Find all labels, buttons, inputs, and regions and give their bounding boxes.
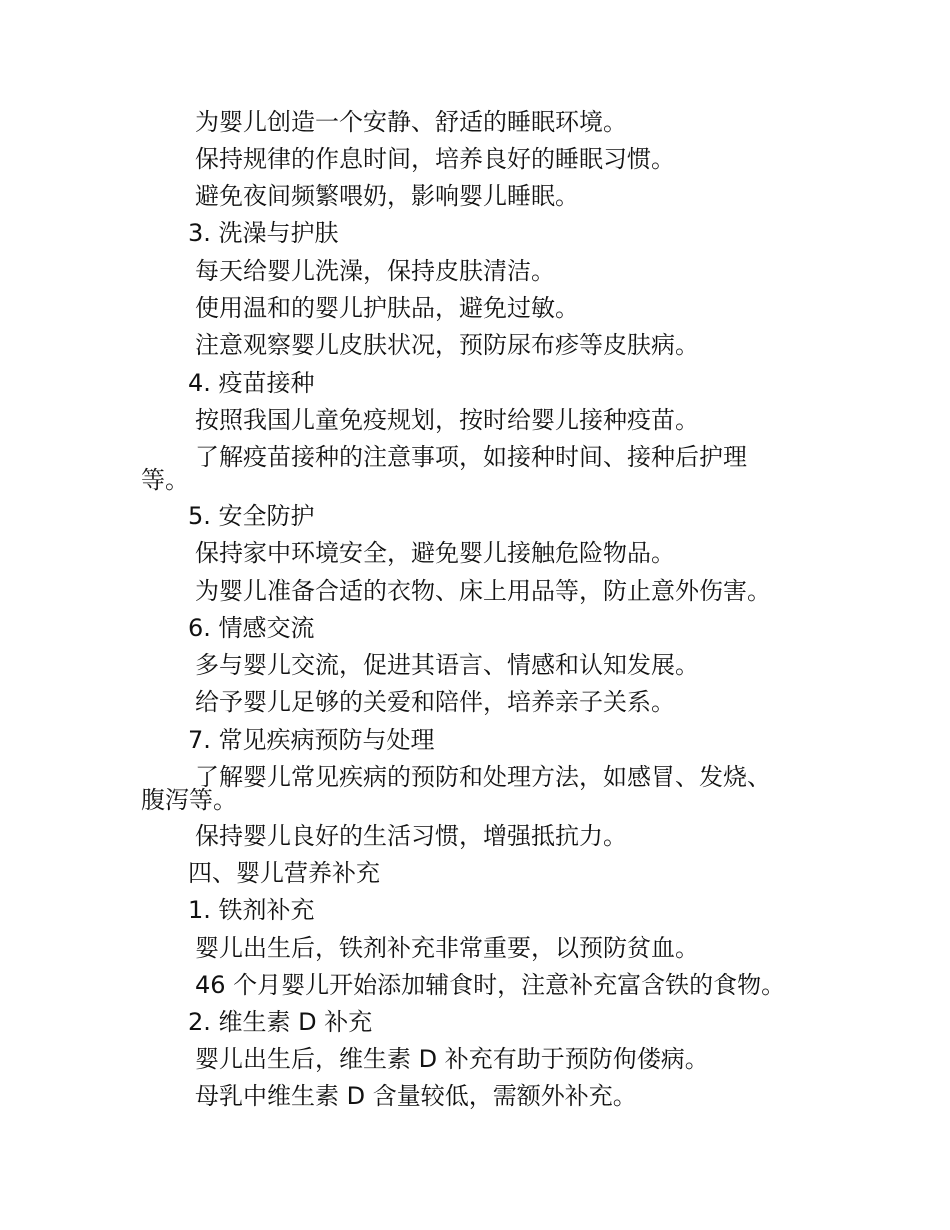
sleep-schedule-line: 保持规律的作息时间，培养良好的睡眠习惯。	[195, 145, 675, 173]
bathing-skincare-heading: 3. 洗澡与护肤	[188, 219, 339, 247]
diaper-rash-line: 注意观察婴儿皮肤状况，预防尿布疹等皮肤病。	[195, 331, 699, 359]
emotional-communication-heading: 6. 情感交流	[188, 614, 315, 642]
vaccination-heading: 4. 疫苗接种	[188, 369, 315, 397]
home-safety-line: 保持家中环境安全，避免婴儿接触危险物品。	[195, 539, 675, 567]
iron-supplement-heading: 1. 铁剂补充	[188, 896, 315, 924]
vaccination-notes-tail: 等。	[141, 466, 189, 494]
common-diseases-line: 了解婴儿常见疾病的预防和处理方法，如感冒、发烧、	[195, 763, 771, 791]
anemia-prevention-line: 婴儿出生后，铁剂补充非常重要，以预防贫血。	[195, 934, 699, 962]
disease-prevention-heading: 7. 常见疾病预防与处理	[188, 726, 435, 754]
night-feeding-line: 避免夜间频繁喂奶，影响婴儿睡眠。	[195, 182, 579, 210]
vaccination-notes-line: 了解疫苗接种的注意事项，如接种时间、接种后护理	[195, 443, 747, 471]
daily-bath-line: 每天给婴儿洗澡，保持皮肤清洁。	[195, 257, 555, 285]
rickets-prevention-line: 婴儿出生后，维生素 D 补充有助于预防佝偻病。	[195, 1045, 709, 1073]
nutrition-supplement-heading: 四、婴儿营养补充	[188, 859, 380, 887]
vaccination-plan-line: 按照我国儿童免疫规划，按时给婴儿接种疫苗。	[195, 406, 699, 434]
sleep-environment-line: 为婴儿创造一个安静、舒适的睡眠环境。	[195, 108, 627, 136]
vitamin-d-heading: 2. 维生素 D 补充	[188, 1008, 373, 1036]
common-diseases-tail: 腹泻等。	[141, 786, 237, 814]
parent-child-relationship-line: 给予婴儿足够的关爱和陪伴，培养亲子关系。	[195, 688, 675, 716]
clothing-bedding-line: 为婴儿准备合适的衣物、床上用品等，防止意外伤害。	[195, 577, 771, 605]
language-development-line: 多与婴儿交流，促进其语言、情感和认知发展。	[195, 651, 699, 679]
safety-heading: 5. 安全防护	[188, 502, 315, 530]
gentle-skincare-line: 使用温和的婴儿护肤品，避免过敏。	[195, 294, 579, 322]
resistance-line: 保持婴儿良好的生活习惯，增强抵抗力。	[195, 822, 627, 850]
breast-milk-vitamin-d-line: 母乳中维生素 D 含量较低，需额外补充。	[195, 1082, 637, 1110]
iron-rich-food-line: 46 个月婴儿开始添加辅食时，注意补充富含铁的食物。	[195, 971, 786, 999]
